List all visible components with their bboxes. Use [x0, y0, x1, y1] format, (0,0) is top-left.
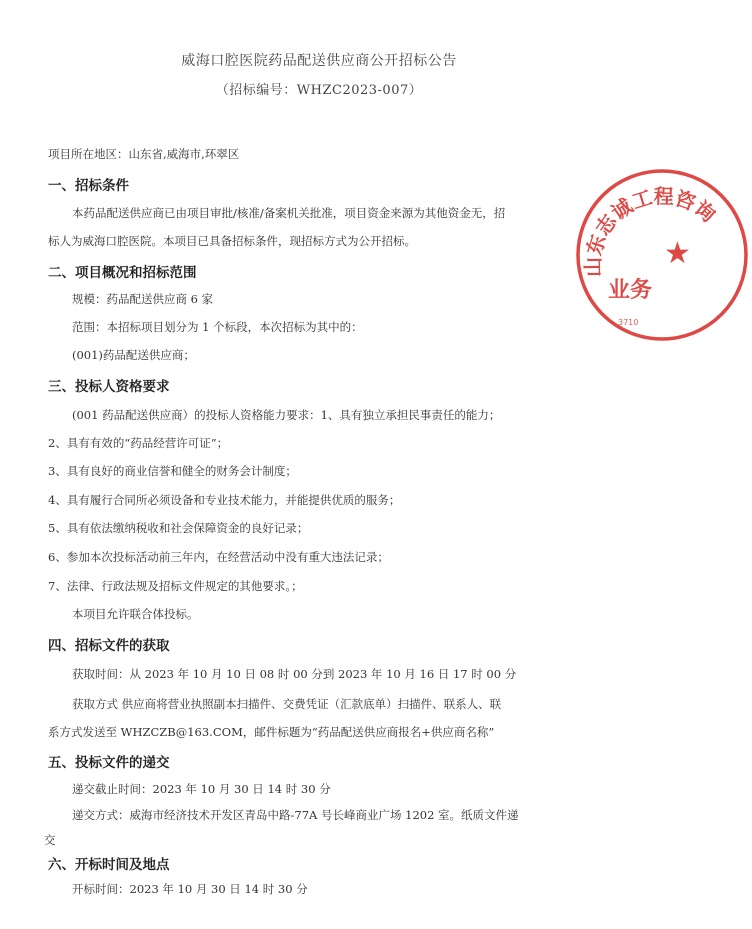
requirement-3: 3、具有良好的商业信誉和健全的财务会计制度； — [48, 464, 297, 478]
consortium-note: 本项目允许联合体投标。 — [72, 607, 199, 621]
document-acquire-method-line-1: 获取方式 供应商将营业执照副本扫描件、交费凭证（汇款底单）扫描件、联系人、联 — [72, 697, 502, 711]
requirement-5: 5、具有依法缴纳税收和社会保障资金的良好记录； — [48, 521, 309, 535]
seal-arc-text: 山东志诚工程咨询 — [580, 184, 721, 278]
requirement-6: 6、参加本次投标活动前三年内，在经营活动中没有重大违法记录； — [48, 550, 389, 564]
section-heading-1: 一、招标条件 — [48, 178, 129, 194]
seal-number: 3710 — [618, 318, 639, 327]
project-scale: 规模：药品配送供应商 6 家 — [72, 292, 214, 306]
section-heading-4: 四、招标文件的获取 — [48, 638, 170, 654]
section-heading-5: 五、投标文件的递交 — [48, 755, 170, 771]
tender-number: （招标编号：WHZC2023-007） — [215, 83, 423, 98]
section-1-paragraph-line-1: 本药品配送供应商已由项目审批/核准/备案机关批准，项目资金来源为其他资金无，招 — [72, 206, 506, 220]
seal-bottom-text: 业务 — [608, 278, 653, 303]
company-seal — [572, 165, 752, 345]
requirement-1: (001 药品配送供应商）的投标人资格能力要求：1、具有独立承担民事责任的能力； — [72, 408, 501, 422]
requirement-2: 2、具有有效的“药品经营许可证”； — [48, 436, 229, 450]
seal-star-icon: ★ — [664, 236, 691, 271]
requirement-7: 7、法律、行政法规及招标文件规定的其他要求。； — [48, 579, 303, 593]
project-scope: 范围：本招标项目划分为 1 个标段，本次招标为其中的： — [72, 320, 363, 334]
bid-submission-method-line-1: 递交方式：威海市经济技术开发区青岛中路-77A 号长峰商业广场 1202 室。纸质文件递 — [72, 808, 519, 822]
bid-opening-time: 开标时间：2023 年 10 月 30 日 14 时 30 分 — [72, 882, 308, 896]
section-heading-3: 三、投标人资格要求 — [48, 379, 170, 395]
section-1-paragraph-line-2: 标人为威海口腔医院。本项目已具备招标条件，现招标方式为公开招标。 — [48, 234, 416, 248]
section-heading-6: 六、开标时间及地点 — [48, 857, 170, 873]
bid-submission-deadline: 递交截止时间：2023 年 10 月 30 日 14 时 30 分 — [72, 782, 331, 796]
bid-submission-method-line-2: 交 — [44, 833, 56, 847]
lot-item: (001)药品配送供应商； — [72, 348, 195, 362]
project-region: 项目所在地区：山东省,威海市,环翠区 — [48, 147, 240, 161]
section-heading-2: 二、项目概况和招标范围 — [48, 265, 197, 281]
document-acquire-method-line-2: 系方式发送至 WHZCZB@163.COM，邮件标题为“药品配送供应商报名+供应商名称” — [48, 725, 495, 739]
document-acquire-time: 获取时间：从 2023 年 10 月 10 日 08 时 00 分到 2023 年 10 月 16 日 17 时 00 分 — [72, 667, 517, 681]
document-title: 威海口腔医院药品配送供应商公开招标公告 — [181, 53, 457, 69]
requirement-4: 4、具有履行合同所必须设备和专业技术能力，并能提供优质的服务； — [48, 493, 401, 507]
